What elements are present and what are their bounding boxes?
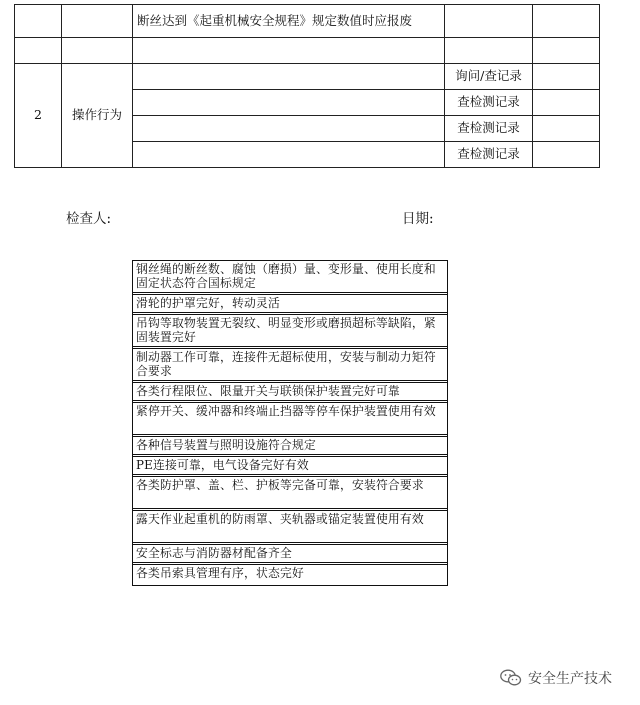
table-cell bbox=[133, 142, 445, 168]
table-row bbox=[15, 64, 600, 90]
checklist-item: PE连接可靠，电气设备完好有效 bbox=[133, 457, 447, 477]
inspection-table bbox=[14, 4, 600, 168]
checklist-item: 各种信号装置与照明设施符合规定 bbox=[133, 437, 447, 457]
table-cell bbox=[133, 116, 445, 142]
table-cell bbox=[445, 38, 533, 64]
table-row bbox=[15, 38, 600, 64]
checklist-item: 吊钩等取物装置无裂纹、明显变形或磨损超标等缺陷，紧固装置完好 bbox=[133, 315, 447, 349]
record-method: 询问/查记录 bbox=[445, 64, 533, 90]
table-cell bbox=[533, 64, 600, 90]
table-cell bbox=[533, 142, 600, 168]
table-cell bbox=[533, 5, 600, 38]
table-cell bbox=[15, 38, 62, 64]
checklist bbox=[132, 260, 448, 586]
table-cell bbox=[133, 90, 445, 116]
table-cell bbox=[533, 38, 600, 64]
record-method: 查检测记录 bbox=[445, 116, 533, 142]
table-cell bbox=[62, 38, 133, 64]
inspector-label: 检查人: bbox=[66, 211, 112, 227]
watermark bbox=[500, 668, 612, 688]
broken-wire-criterion: 断丝达到《起重机械安全规程》规定数值时应报废 bbox=[133, 5, 445, 38]
checklist-item: 紧停开关、缓冲器和终端止挡器等停车保护装置使用有效 bbox=[133, 403, 447, 437]
checklist-item: 滑轮的护罩完好，转动灵活 bbox=[133, 295, 447, 315]
table-cell bbox=[533, 90, 600, 116]
section-label: 操作行为 bbox=[62, 64, 133, 168]
watermark-text: 安全生产技术 bbox=[528, 671, 612, 687]
table-cell bbox=[62, 5, 133, 38]
table-cell bbox=[15, 5, 62, 38]
table-cell bbox=[533, 116, 600, 142]
date-label: 日期: bbox=[402, 211, 434, 227]
table-cell bbox=[445, 5, 533, 38]
checklist-item: 制动器工作可靠，连接件无超标使用，安装与制动力矩符合要求 bbox=[133, 349, 447, 383]
wechat-icon bbox=[500, 669, 522, 687]
record-method: 查检测记录 bbox=[445, 142, 533, 168]
checklist-item: 各类吊索具管理有序，状态完好 bbox=[136, 566, 304, 580]
checklist-item: 露天作业起重机的防雨罩、夹轨器或锚定装置使用有效 bbox=[133, 511, 447, 545]
table-cell bbox=[133, 38, 445, 64]
checklist-item: 钢丝绳的断丝数、腐蚀（磨损）量、变形量、使用长度和固定状态符合国标规定 bbox=[133, 261, 447, 295]
checklist-item: 安全标志与消防器材配备齐全 bbox=[133, 545, 447, 565]
section-number: 2 bbox=[15, 64, 62, 168]
table-row bbox=[15, 5, 600, 38]
table-cell bbox=[133, 64, 445, 90]
checklist-item: 各类防护罩、盖、栏、护板等完备可靠，安装符合要求 bbox=[133, 477, 447, 511]
checklist-item: 各类行程限位、限量开关与联锁保护装置完好可靠 bbox=[133, 383, 447, 403]
record-method: 查检测记录 bbox=[445, 90, 533, 116]
